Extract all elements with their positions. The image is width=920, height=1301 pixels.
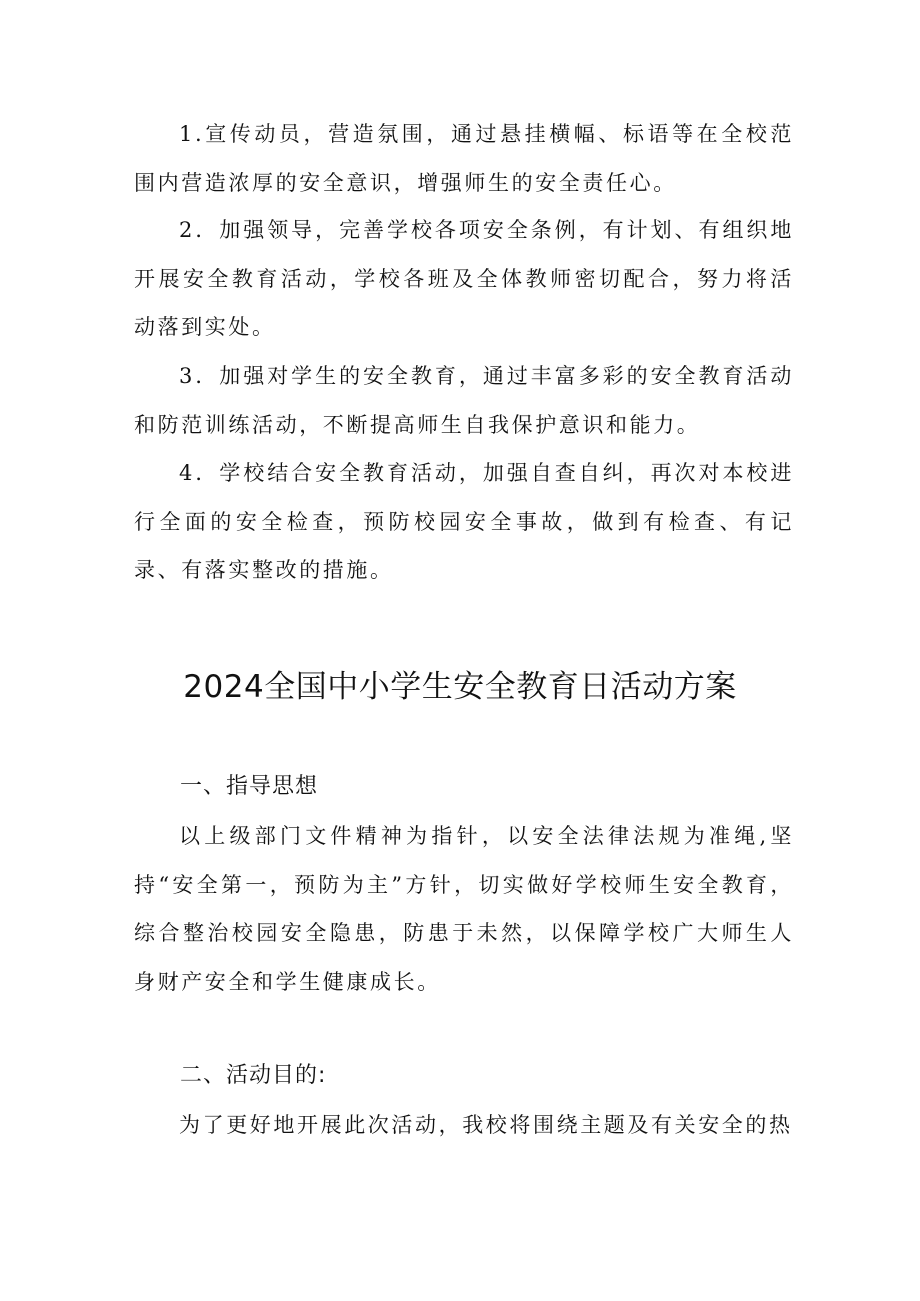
section-1-body: 以上级部门文件精神为指针，以安全法律法规为准绳,坚持“安全第一，预防为主”方针，切实做好学校师生安全教育，综合整治校园安全隐患，防患于未然，以保障学校广大师生人身财产安全和学生健康成长。 bbox=[134, 824, 794, 994]
document-title: 2024全国中小学生安全教育日活动方案 bbox=[183, 669, 737, 705]
list-item-2: 2．加强领导，完善学校各项安全条例，有计划、有组织地开展安全教育活动，学校各班及全体教师密切配合，努力将活动落到实处。 bbox=[134, 218, 794, 339]
list-item-3: 3．加强对学生的安全教育，通过丰富多彩的安全教育活动和防范训练活动，不断提高师生自我保护意识和能力。 bbox=[134, 364, 794, 437]
list-item-4: 4．学校结合安全教育活动，加强自查自纠，再次对本校进行全面的安全检查，预防校园安全事故，做到有检查、有记录、有落实整改的措施。 bbox=[134, 461, 794, 582]
list-item-1: 1.宣传动员，营造氛围，通过悬挂横幅、标语等在全校范围内营造浓厚的安全意识，增强师生的安全责任心。 bbox=[134, 122, 794, 195]
section-1-heading: 一、指导思想 bbox=[180, 774, 319, 799]
section-2-body: 为了更好地开展此次活动，我校将围绕主题及有关安全的热 bbox=[179, 1113, 793, 1137]
section-2-heading: 二、活动目的: bbox=[180, 1063, 327, 1088]
